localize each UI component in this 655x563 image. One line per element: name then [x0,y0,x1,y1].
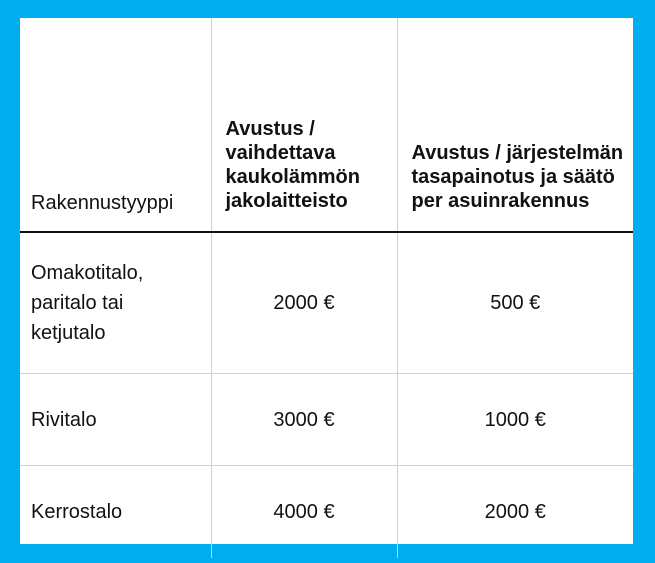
cell-building-type: Omakotitalo, paritalo tai ketjutalo [20,232,211,374]
cell-balancing-grant: 500 € [397,232,633,374]
cell-equipment-grant: 2000 € [211,232,397,374]
cell-building-type: Rivitalo [20,374,211,466]
cell-balancing-grant: 2000 € [397,466,633,559]
cell-balancing-grant: 1000 € [397,374,633,466]
cell-equipment-grant: 4000 € [211,466,397,559]
table-row [20,232,633,374]
grant-table-panel [20,18,633,544]
header-balancing-grant: Avustus / järjestelmän tasapainotus ja säätö per asuinrakennus [397,18,633,232]
table-row [20,374,633,466]
header-building-type: Rakennustyyppi [20,18,211,232]
table-header-row [20,18,633,232]
cell-building-type: Kerrostalo [31,501,123,523]
table-row [20,466,633,559]
grant-table [20,18,633,558]
header-distribution-equipment-grant: Avustus / vaihdettava kaukolämmön jakolaitteisto [211,18,397,232]
cell-equipment-grant: 3000 € [211,374,397,466]
